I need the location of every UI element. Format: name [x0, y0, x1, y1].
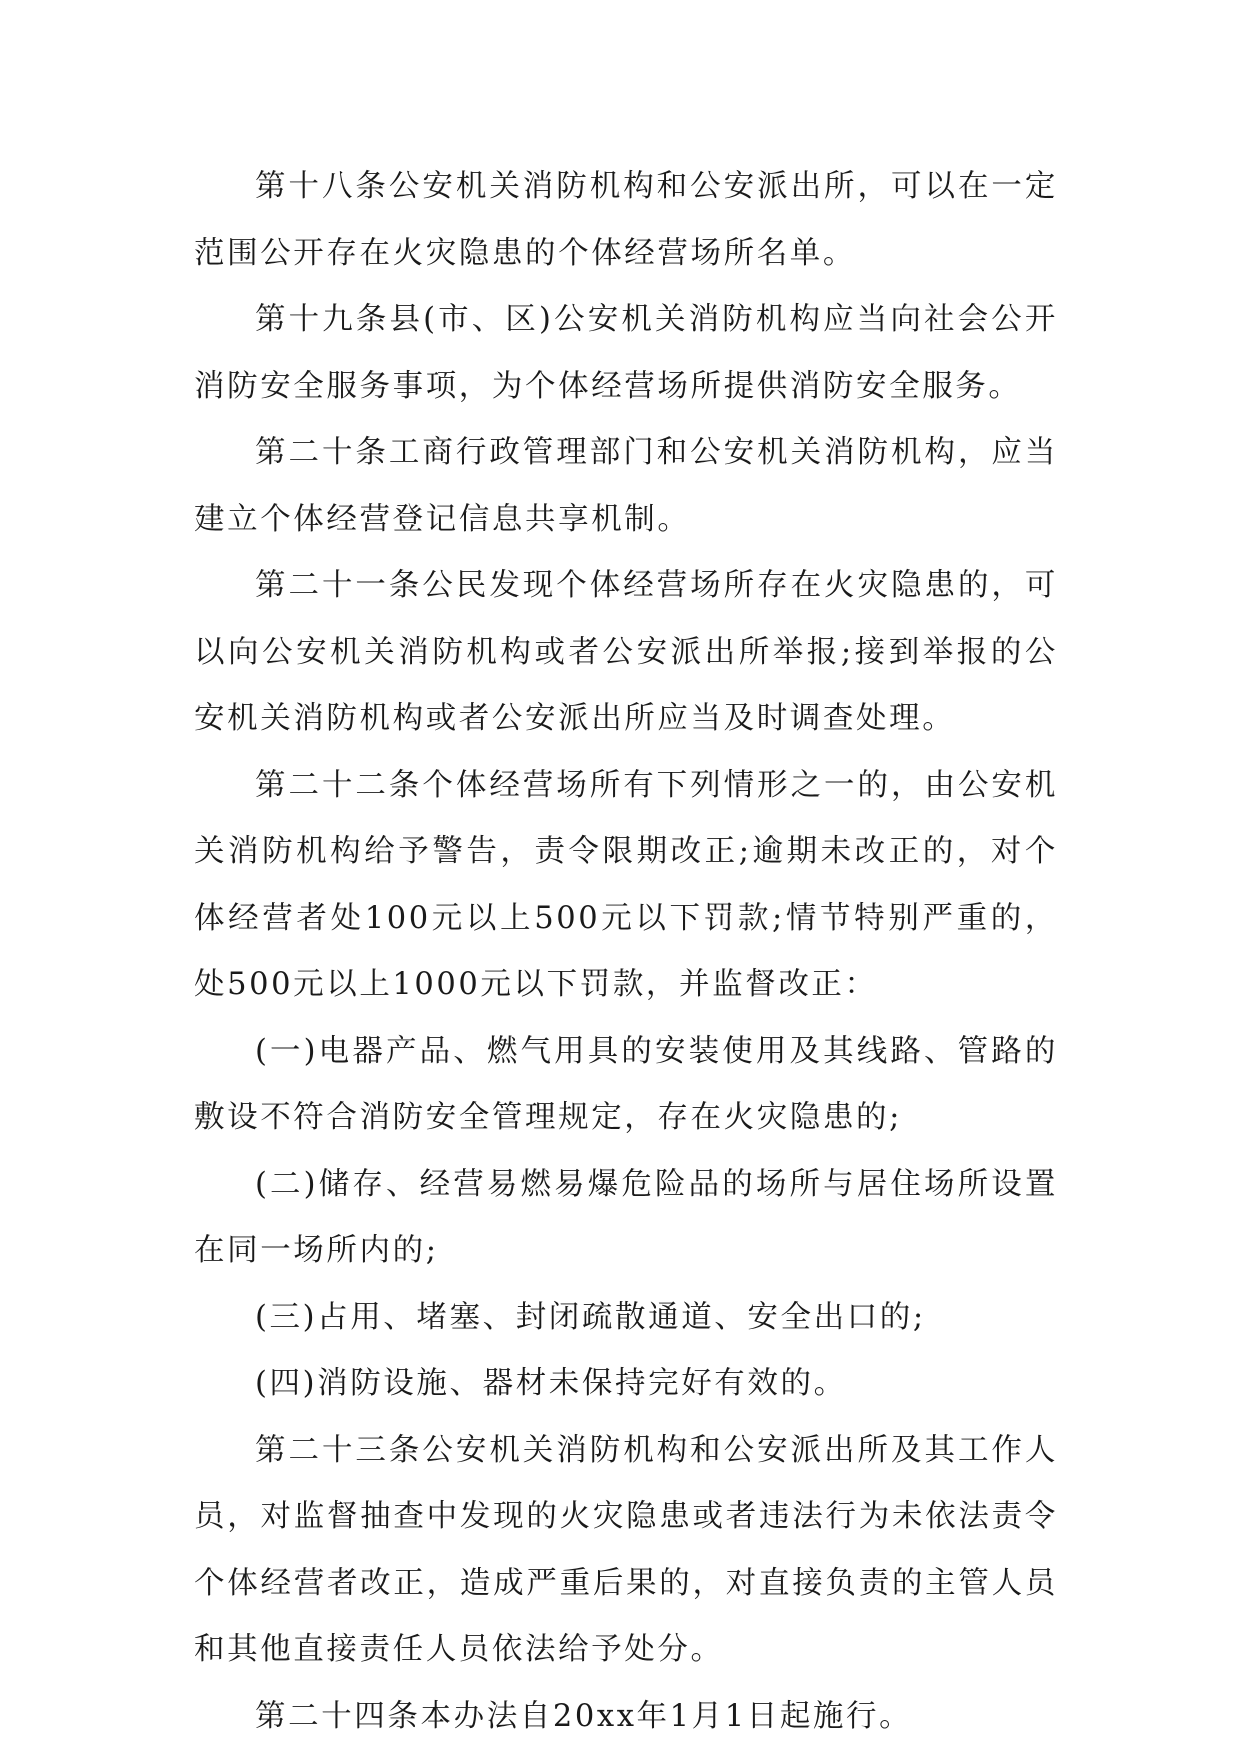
article-22-item-4: (四)消防设施、器材未保持完好有效的。 [255, 1366, 847, 1401]
article-22-item-3: (三)占用、堵塞、封闭疏散通道、安全出口的; [255, 1299, 926, 1335]
article-18-paragraph: 第十八条公安机关消防机构和公安派出所，可以在一定范围公开存在火灾隐患的个体经营场所名单。 [194, 169, 1058, 271]
article-21-paragraph: 第二十一条公民发现个体经营场所存在火灾隐患的，可以向公安机关消防机构或者公安派出所举报;接到举报的公安机关消防机构或者公安派出所应当及时调查处理。 [194, 568, 1058, 736]
document-body [194, 154, 1058, 1750]
article-22-paragraph: 第二十二条个体经营场所有下列情形之一的，由公安机关消防机构给予警告，责令限期改正;逾期未改正的，对个体经营者处100元以上500元以下罚款;情节特别严重的，处500元以上1000元以下罚款，并监督改正： [194, 767, 1058, 1002]
article-24-paragraph: 第二十四条本办法自20xx年1月1日起施行。 [255, 1698, 913, 1734]
article-22-item-2: (二)储存、经营易燃易爆危险品的场所与居住场所设置在同一场所内的; [194, 1166, 1058, 1268]
article-19-paragraph: 第十九条县(市、区)公安机关消防机构应当向社会公开消防安全服务事项，为个体经营场所提供消防安全服务。 [194, 302, 1058, 404]
article-23-paragraph: 第二十三条公安机关消防机构和公安派出所及其工作人员，对监督抽查中发现的火灾隐患或者违法行为未依法责令个体经营者改正，造成严重后果的，对直接负责的主管人员和其他直接责任人员依法给予处分。 [194, 1432, 1058, 1667]
article-22-item-1: (一)电器产品、燃气用具的安装使用及其线路、管路的敷设不符合消防安全管理规定，存在火灾隐患的; [194, 1033, 1058, 1135]
article-20-paragraph: 第二十条工商行政管理部门和公安机关消防机构，应当建立个体经营登记信息共享机制。 [194, 435, 1058, 537]
